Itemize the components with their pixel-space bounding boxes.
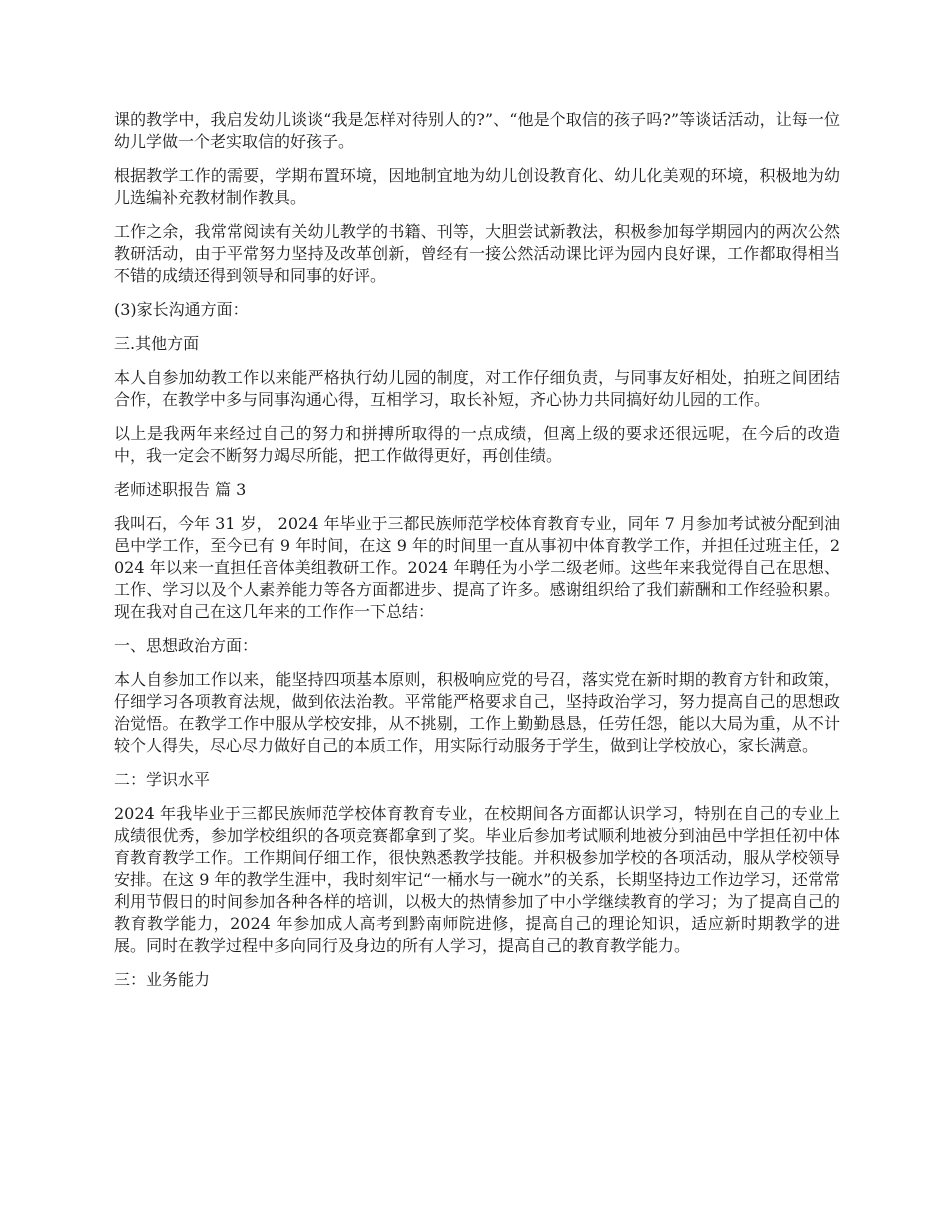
section-heading: 二：学识水平 (114, 770, 211, 789)
section-heading: 一、思想政治方面： (114, 636, 259, 655)
section-heading: (3)家长沟通方面： (114, 300, 249, 319)
paragraph: 本人自参加幼教工作以来能严格执行幼儿园的制度，对工作仔细负责，与同事友好相处，拍班之间团结合作，在教学中多与同事沟通心得，互相学习，取长补短，齐心协力共同搞好幼儿园的工作。 (114, 368, 840, 409)
paragraph: 2024 年我毕业于三都民族师范学校体育教育专业，在校期间各方面都认识学习，特别在自己的专业上成绩很优秀，参加学校组织的各项竞赛都拿到了奖。毕业后参加考试顺利地被分到油邑中学担任初中体育教育教学工作。工作期间仔细工作，很快熟悉教学技能。并积极参加学校的各项活动，服从学校领导安排。在这 9 年的教学生涯中，我时刻牢记“一桶水与一碗水”的关系，长期坚持边工作边学习，还常常利用节假日的时间参加各种各样的培训，以极大的热情参加了中小学继续教育的学习；为了提高自己的教育教学能力，2024 年参加成人高考到黔南师院进修，提高自己的理论知识，适应新时期教学的进展。同时在教学过程中多向同行及身边的所有人学习，提高自己的教育教学能力。 (114, 804, 840, 955)
paragraph: 以上是我两年来经过自己的努力和拼搏所取得的一点成绩，但离上级的要求还很远呢，在今后的改造中，我一定会不断努力竭尽所能，把工作做得更好，再创佳绩。 (114, 424, 840, 465)
section-heading: 三.其他方面 (114, 334, 200, 353)
section-heading: 三：业务能力 (114, 970, 211, 989)
paragraph: 课的教学中，我启发幼儿谈谈“我是怎样对待别人的?”、“他是个取信的孩子吗?”等谈话活动，让每一位幼儿学做一个老实取信的好孩子。 (114, 110, 840, 151)
paragraph: 工作之余，我常常阅读有关幼儿教学的书籍、刊等，大胆尝试新教法，积极参加每学期园内的两次公然教研活动，由于平常努力坚持及改革创新，曾经有一接公然活动课比评为园内良好课，工作都取得相当不错的成绩还得到领导和同事的好评。 (114, 222, 840, 285)
paragraph: 我叫石，今年 31 岁， 2024 年毕业于三都民族师范学校体育教育专业，同年 7 月参加考试被分配到油邑中学工作，至今已有 9 年时间，在这 9 年的时间里一直从事初中体育教学工作，并担任过班主任，2024 年以来一直担任音体美组教研工作。2024 年聘任为小学二级老师。这些年来我觉得自己在思想、工作、学习以及个人素养能力等各方面都进步、提高了许多。感谢组织给了我们薪酬和工作经验积累。现在我对自己在这几年来的工作作一下总结： (114, 514, 840, 621)
paragraph: 根据教学工作的需要，学期布置环境，因地制宜地为幼儿创设教育化、幼儿化美观的环境，积极地为幼儿选编补充教材制作教具。 (114, 166, 840, 207)
document-body (114, 109, 840, 991)
report-title: 老师述职报告 篇 3 (114, 480, 247, 499)
paragraph: 本人自参加工作以来，能坚持四项基本原则，积极响应党的号召，落实党在新时期的教育方针和政策，仔细学习各项教育法规，做到依法治教。平常能严格要求自己，坚持政治学习，努力提高自己的思想政治觉悟。在教学工作中服从学校安排，从不挑剔，工作上勤勤恳恳，任劳任怨，能以大局为重，从不计较个人得失，尽心尽力做好自己的本质工作，用实际行动服务于学生，做到让学校放心，家长满意。 (114, 670, 840, 755)
